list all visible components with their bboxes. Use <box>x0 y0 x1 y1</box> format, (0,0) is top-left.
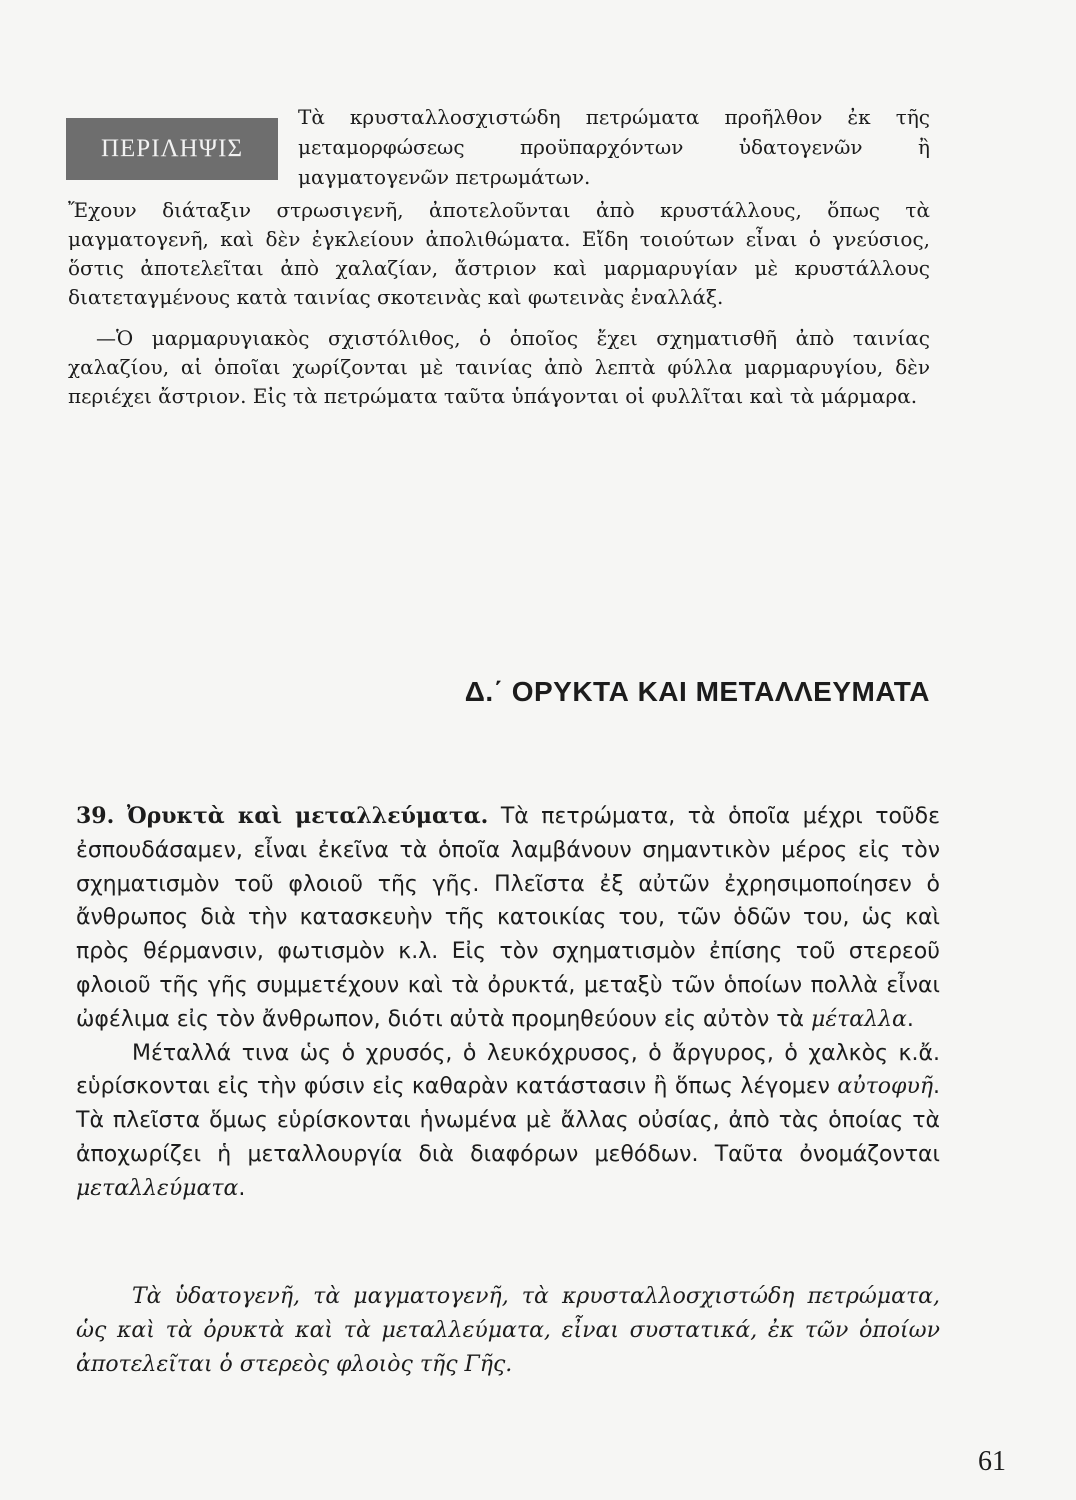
article-body <box>76 800 940 1206</box>
article-number: 39. <box>76 803 115 829</box>
article-text: Μέταλλά τινα ὡς ὁ χρυσός, ὁ λευκόχρυσος, ὁ ἄργυρος, ὁ χαλκὸς κ.ἄ. εὑρίσκονται εἰς τὴν φύσιν εἰς καθαρὰν κατάστασιν ἢ ὅπως λέγομεν <box>76 1040 940 1100</box>
article-text: . Τὰ πλεῖστα ὅμως εὑρίσκονται ἡνωμένα μὲ ἄλλας οὐσίας, ἀπὸ τὰς ὁποίας τὰ ἀποχωρίζει ἡ μεταλλουργία διὰ διαφόρων μεθόδων. Ταῦτα ὀνομάζονται <box>76 1074 940 1167</box>
summary-text <box>68 196 930 411</box>
section-heading: Δ.΄ ΟΡΥΚΤΑ ΚΑΙ ΜΕΤΑΛΛΕΥΜΑΤΑ <box>464 676 930 707</box>
term-emphasis: αὐτοφυῆ <box>837 1074 933 1100</box>
summary-paragraph: —Ὁ μαρμαρυγιακὸς σχιστόλιθος, ὁ ὁποῖος ἔχει σχηματισθῆ ἀπὸ ταινίας χαλαζίου, αἱ ὁποῖαι χωρίζονται μὲ ταινίας ἀπὸ λεπτὰ φύλλα μαρμαρυγίου, δὲν περιέχει ἄστριον. Εἰς τὰ πετρώματα ταῦτα ὑπάγονται οἱ φυλλῖται καὶ τὰ μάρμαρα. <box>68 326 930 408</box>
term-emphasis: μέταλλα <box>811 1006 907 1032</box>
term-emphasis: μεταλλεύματα <box>76 1175 239 1201</box>
article-title: Ὀρυκτὰ καὶ μεταλλεύματα. <box>126 803 489 829</box>
page-number: 61 <box>978 1446 1006 1477</box>
summary-paragraph: Ἔχουν διάταξιν στρωσιγενῆ, ἀποτελοῦνται ἀπὸ κρυστάλλους, ὅπως τὰ μαγματογενῆ, καὶ δὲν ἐγκλείουν ἀπολιθώματα. Εἴδη τοιούτων εἶναι ὁ γνεύσιος, ὅστις ἀποτελεῖται ἀπὸ χαλαζίαν, ἄστριον καὶ μαρμαρυγίαν μὲ κρυστάλλους διατεταγμένους κατὰ ταινίας σκοτεινὰς καὶ φωτεινὰς ἐναλλάξ. <box>68 198 930 309</box>
article-text: Τὰ πετρώματα, τὰ ὁποῖα μέχρι τοῦδε ἐσπουδάσαμεν, εἶναι ἐκεῖνα τὰ ὁποῖα λαμβάνουν σημαντικὸν μέρος εἰς τὸν σχηματισμὸν τοῦ φλοιοῦ τῆς γῆς. Πλεῖστα ἐξ αὐτῶν ἐχρησιμοποίησεν ὁ ἄνθρωπος διὰ τὴν κατασκευὴν τῆς κατοικίας του, τῶν ὁδῶν του, ὡς καὶ πρὸς θέρμανσιν, φωτισμὸν κ.λ. Εἰς τὸν σχηματισμὸν ἐπίσης τοῦ στερεοῦ φλοιοῦ τῆς γῆς συμμετέχουν καὶ τὰ ὀρυκτά, μεταξὺ τῶν ὁποίων πολλὰ εἶναι ὠφέλιμα εἰς τὸν ἄνθρωπον, διότι αὐτὰ προμηθεύουν εἰς αὐτὸν τὰ <box>76 804 941 1032</box>
article-paragraph <box>76 800 940 1037</box>
conclusion-paragraph: Τὰ ὑδατογενῆ, τὰ μαγματογενῆ, τὰ κρυσταλλοσχιστώδη πετρώματα, ὡς καὶ τὰ ὀρυκτὰ καὶ τὰ μεταλλεύματα, εἶναι συστατικά, ἐκ τῶν ὁποίων ἀποτελεῖται ὁ στερεὸς φλοιὸς τῆς Γῆς. <box>76 1284 940 1377</box>
punctuation: . <box>238 1175 246 1201</box>
summary-first-sentence: Τὰ κρυσταλλοσχιστώδη πετρώματα προῆλθον ἐκ τῆς μεταμορφώσεως προϋπαρχόντων ὑδατογενῶν ἢ μαγματογενῶν πετρωμάτων. <box>298 105 930 189</box>
article-paragraph <box>76 1037 940 1206</box>
punctuation: . <box>906 1006 914 1032</box>
summary-badge: ΠΕΡΙΛΗΨΙΣ <box>66 118 278 180</box>
